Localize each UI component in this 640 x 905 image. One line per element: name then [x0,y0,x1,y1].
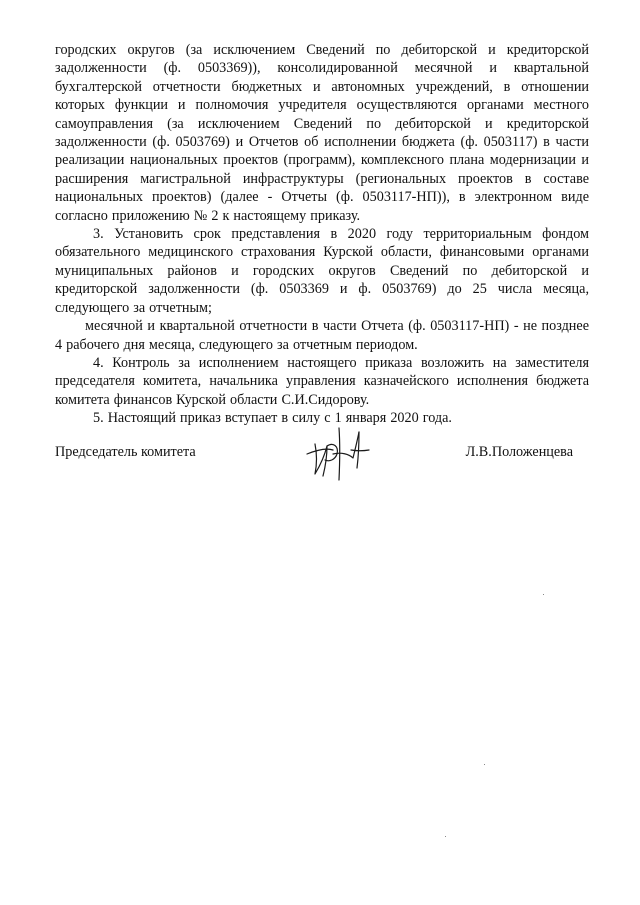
signatory-name: Л.В.Положенцева [465,444,573,460]
paragraph-item-3: 3. Установить срок представления в 2020 году территориальным фондом обязательного медицинского страхования Курской области, финансовыми органами муниципальных районов и городских округов Сведений по дебиторской и кредиторской задолженности (ф. 0503369 и ф. 0503769) до 25 числа месяца, следующего за отчетным; [55,226,589,316]
scan-speck [445,836,446,837]
paragraph-continuation: городских округов (за исключением Сведений по дебиторской и кредиторской задолженности (ф. 0503369)), консолидированной месячной и квартальной бухгалтерской отчетности бюджетных и автономных учреждений, в отношении которых функции и полномочия учредителя осуществляются органами местного самоуправления (за исключением Сведений по дебиторской и кредиторской задолженности (ф. 0503769) и Отчетов об исполнении бюджета (ф. 0503117) в части реализации национальных проектов (программ), комплексного плана модернизации и расширения магистральной инфраструктуры (региональных проектов в составе национальных проектов) (далее - Отчеты (ф. 0503117-НП)), в электронном виде согласно приложению № 2 к настоящему приказу. [55,42,589,224]
handwritten-signature [303,424,383,482]
paragraph-item-3-continuation: месячной и квартальной отчетности в части Отчета (ф. 0503117-НП) - не позднее 4 рабочего дня месяца, следующего за отчетным периодом. [55,318,589,353]
signatory-title: Председатель комитета [55,444,196,460]
document-body [55,41,589,428]
paragraph-item-5: 5. Настоящий приказ вступает в силу с 1 января 2020 года. [93,410,452,427]
signature-block [55,432,589,482]
scan-speck [543,594,544,595]
paragraph-item-4: 4. Контроль за исполнением настоящего приказа возложить на заместителя председателя комитета, начальника управления казначейского исполнения бюджета комитета финансов Курской области С.И.Сидорову. [55,354,589,408]
scan-speck [484,764,485,765]
